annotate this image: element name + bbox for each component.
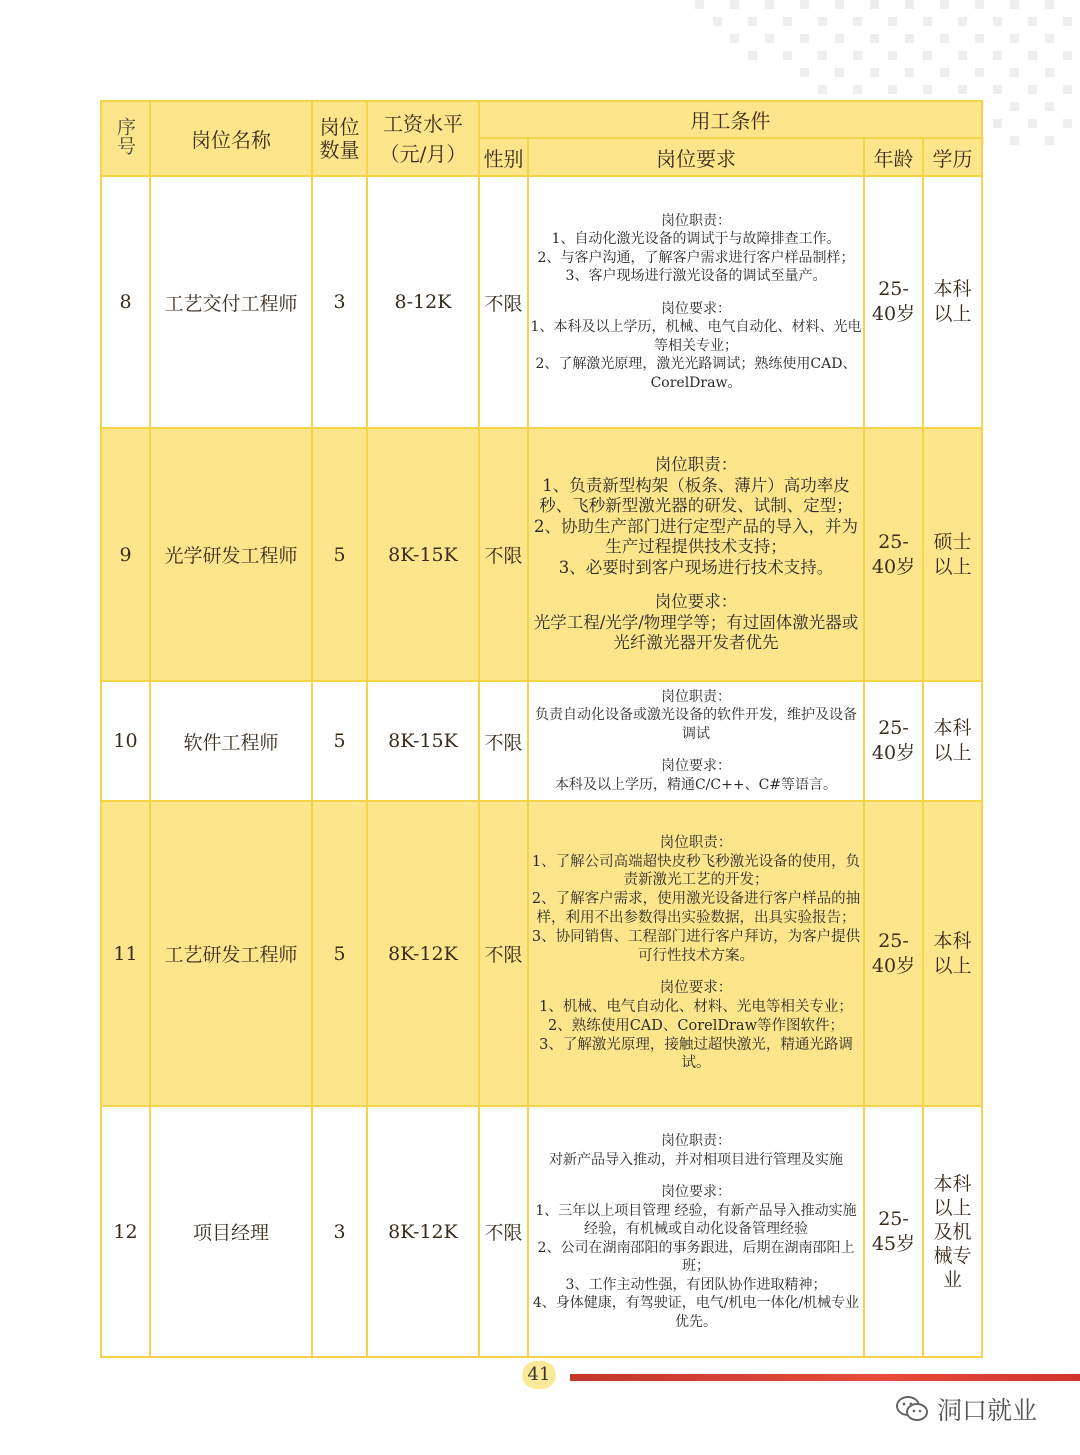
header-seq [101, 101, 150, 176]
decorative-dot [835, 68, 844, 77]
decorative-dot [1010, 68, 1019, 77]
decorative-dot [730, 0, 739, 9]
row-no: 12 [101, 1106, 150, 1357]
decorative-dot [870, 0, 879, 9]
decorative-dot [1063, 85, 1072, 94]
decorative-dot [1010, 102, 1019, 111]
decorative-dot [888, 17, 897, 26]
decorative-dot [748, 17, 757, 26]
decorative-dot [835, 34, 844, 43]
row-name: 项目经理 [150, 1106, 312, 1357]
row-requirements [528, 681, 864, 801]
row-age [864, 801, 923, 1106]
row-name: 工艺研发工程师 [150, 801, 312, 1106]
decorative-dot [1010, 136, 1019, 145]
decorative-dot [905, 0, 914, 9]
row-age-label: 25-40岁 [871, 278, 916, 325]
row-age-label: 25-40岁 [871, 530, 916, 578]
row-no: 10 [101, 681, 150, 801]
header-count [312, 101, 367, 176]
row-education [923, 176, 982, 428]
row-no: 9 [101, 428, 150, 681]
decorative-dot [940, 0, 949, 9]
row-gender: 不限 [479, 801, 528, 1106]
decorative-dot [818, 85, 827, 94]
decorative-dot [853, 51, 862, 60]
row-duties-text: 岗位职责： 1、自动化激光设备的调试于与故障排查工作。 2、与客户沟通，了解客户需求进行客户样品制样； 3、客户现场进行激光设备的调试至量产。 [537, 212, 855, 285]
row-education [923, 681, 982, 801]
decorative-dot [1045, 0, 1054, 9]
row-age [864, 681, 923, 801]
decorative-dot [730, 34, 739, 43]
header-count-label: 岗位数量 [319, 114, 360, 162]
decorative-dot [713, 17, 722, 26]
decorative-dot [800, 68, 809, 77]
header-salary [367, 101, 479, 176]
row-salary: 8K-15K [367, 681, 479, 801]
row-salary: 8K-15K [367, 428, 479, 681]
decorative-dot [888, 85, 897, 94]
decorative-dot [905, 68, 914, 77]
row-duties-text: 岗位职责： 负责自动化设备或激光设备的软件开发，维护及设备调试 [535, 688, 857, 742]
brand-name: 洞口就业 [937, 1396, 1038, 1425]
header-seq-label: 序号 [114, 117, 136, 155]
decorative-dot [835, 0, 844, 9]
footer-red-bar [570, 1374, 1080, 1381]
row-age [864, 176, 923, 428]
header-salary-label: 工资水平（元/月） [379, 111, 467, 166]
decorative-dot [993, 51, 1002, 60]
decorative-dot [1028, 85, 1037, 94]
row-education [923, 1106, 982, 1357]
row-name: 光学研发工程师 [150, 428, 312, 681]
decorative-dot [1045, 34, 1054, 43]
row-count: 3 [312, 1106, 367, 1357]
row-requirements [528, 1106, 864, 1357]
decorative-dot [975, 0, 984, 9]
decorative-dot [1045, 136, 1054, 145]
decorative-dot [923, 85, 932, 94]
row-education-label: 硕士以上 [933, 530, 972, 578]
decorative-dot [1028, 51, 1037, 60]
row-name: 软件工程师 [150, 681, 312, 801]
row-education [923, 801, 982, 1106]
row-no: 8 [101, 176, 150, 428]
row-education-label: 本科以上 [933, 278, 972, 325]
decorative-dot [870, 68, 879, 77]
row-gender: 不限 [479, 681, 528, 801]
jobs-table [100, 100, 983, 1358]
row-age-label: 25-45岁 [871, 1207, 916, 1255]
row-name: 工艺交付工程师 [150, 176, 312, 428]
decorative-dot [993, 17, 1002, 26]
row-salary: 8K-12K [367, 801, 479, 1106]
decorative-dot [975, 34, 984, 43]
decorative-dot [1045, 68, 1054, 77]
row-duties-text: 岗位职责： 1、了解公司高端超快皮秒飞秒激光设备的使用，负责新激光工艺的开发； 2、了解客户需求，使用激光设备进行客户样品的抽样，利用不出参数得出实验数据，出具实验报告； 3、协同销售、工程部门进行客户拜访，为客户提供可行性技术方案。 [531, 834, 861, 964]
decorative-dot [1028, 119, 1037, 128]
decorative-dot [800, 34, 809, 43]
decorative-dot [1045, 102, 1054, 111]
row-requirements-text: 岗位要求： 1、三年以上项目管理 经验，有新产品导入推动实施经验，有机械或自动化设备管理经验 2、公司在湖南邵阳的事务跟进，后期在湖南邵阳上班； 3、工作主动性强，有团队协作进取精神； 4、身体健康，有驾驶证，电气/机电一体化/机械专业优先。 [532, 1184, 860, 1330]
brand-watermark [895, 1392, 1037, 1426]
row-no: 11 [101, 801, 150, 1106]
decorative-dot [783, 17, 792, 26]
header-requirements: 岗位要求 [528, 138, 864, 176]
decorative-dot [975, 68, 984, 77]
header-gender: 性别 [479, 138, 528, 176]
decorative-dot [853, 17, 862, 26]
decorative-dot [1063, 17, 1072, 26]
row-education [923, 428, 982, 681]
row-duties-text: 岗位职责： 对新产品导入推动，并对相项目进行管理及实施 [549, 1133, 843, 1168]
header-conditions: 用工条件 [479, 101, 982, 138]
decorative-dot [783, 51, 792, 60]
decorative-dot [870, 34, 879, 43]
decorative-dot [1063, 119, 1072, 128]
decorative-dot [923, 17, 932, 26]
decorative-dot [905, 34, 914, 43]
row-gender: 不限 [479, 176, 528, 428]
row-count: 5 [312, 428, 367, 681]
row-requirements [528, 801, 864, 1106]
decorative-dot [888, 51, 897, 60]
row-salary: 8-12K [367, 176, 479, 428]
row-gender: 不限 [479, 428, 528, 681]
decorative-dot [958, 17, 967, 26]
decorative-dot [818, 17, 827, 26]
row-salary: 8K-12K [367, 1106, 479, 1357]
decorative-dot [748, 51, 757, 60]
decorative-dot [1028, 17, 1037, 26]
row-requirements-text: 岗位要求： 1、机械、电气自动化、材料、光电等相关专业； 2、熟练使用CAD、CorelDraw等作图软件； 3、了解激光原理，接触过超快激光，精通光路调试。 [539, 980, 853, 1072]
row-count: 5 [312, 801, 367, 1106]
table-row [101, 681, 982, 801]
row-count: 5 [312, 681, 367, 801]
decorative-dot [993, 119, 1002, 128]
row-requirements-text: 岗位要求： 本科及以上学历，精通C/C++、C#等语言。 [554, 758, 838, 793]
row-age [864, 428, 923, 681]
row-requirements-text: 岗位要求： 1、本科及以上学历，机械、电气自动化、材料、光电等相关专业； 2、了解激光原理，激光光路调试；熟练使用CAD、CorelDraw。 [530, 300, 862, 391]
decorative-dot [1063, 51, 1072, 60]
row-duties-text: 岗位职责： 1、负责新型构架（板条、薄片）高功率皮秒、飞秒新型激光器的研发、试制、定型； 2、协助生产部门进行定型产品的导入，并为生产过程提供技术支持； 3、必要时到客户现场进行技术支持。 [534, 455, 858, 577]
row-age-label: 25-40岁 [871, 929, 916, 977]
table-row [101, 428, 982, 681]
row-education-label: 本科以上 [933, 717, 972, 764]
wechat-icon [895, 1395, 929, 1423]
row-education-label: 本科以上 [933, 929, 972, 977]
table-row [101, 801, 982, 1106]
decorative-dot [1010, 34, 1019, 43]
row-requirements [528, 176, 864, 428]
decorative-dot [993, 85, 1002, 94]
decorative-dot [1010, 0, 1019, 9]
header-education: 学历 [923, 138, 982, 176]
decorative-dot [818, 51, 827, 60]
decorative-dot [958, 51, 967, 60]
page-number: 41 [522, 1361, 556, 1389]
row-age [864, 1106, 923, 1357]
decorative-dot [940, 34, 949, 43]
decorative-dot [923, 51, 932, 60]
row-gender: 不限 [479, 1106, 528, 1357]
row-requirements [528, 428, 864, 681]
decorative-dot [958, 85, 967, 94]
row-count: 3 [312, 176, 367, 428]
header-age: 年龄 [864, 138, 923, 176]
decorative-dot [853, 85, 862, 94]
table-row [101, 1106, 982, 1357]
row-requirements-text: 岗位要求： 光学工程/光学/物理学等；有过固体激光器或光纤激光器开发者优先 [533, 592, 859, 653]
row-education-label: 本科以上及机械专业 [933, 1172, 972, 1291]
decorative-dot [940, 68, 949, 77]
header-name: 岗位名称 [150, 101, 312, 176]
decorative-dot [765, 34, 774, 43]
decorative-dot [800, 0, 809, 9]
decorative-dot [695, 0, 704, 9]
row-age-label: 25-40岁 [871, 717, 916, 764]
table-row [101, 176, 982, 428]
decorative-dot [765, 0, 774, 9]
